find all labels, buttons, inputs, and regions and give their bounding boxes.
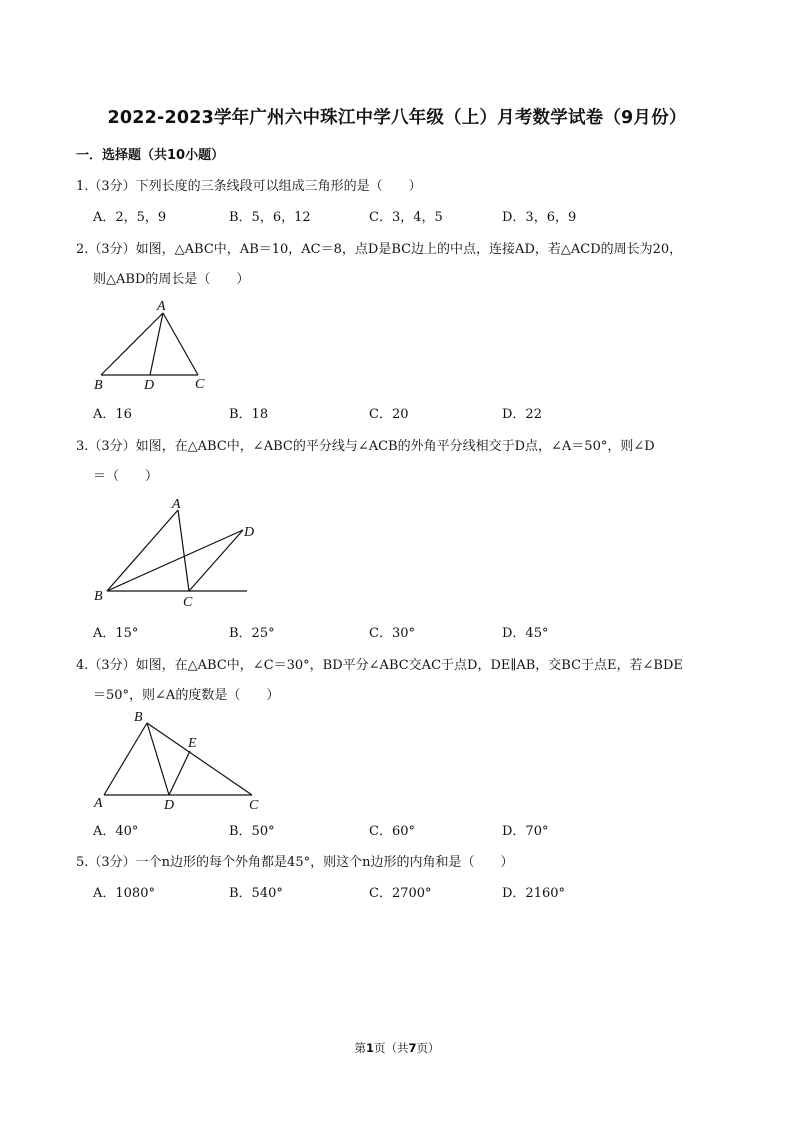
q4-label-d: D xyxy=(164,798,175,813)
q4-segment-bd xyxy=(147,723,169,795)
q3-label-b: B xyxy=(94,589,103,604)
q3-option-a: A．15° xyxy=(93,626,139,641)
page-footer xyxy=(0,1040,794,1056)
question-4-text-line1: 4.（3分）如图，在△ABC中，∠C＝30°，BD平分∠ABC交AC于点D，DE∥AB，交BC于点E，若∠BDE xyxy=(76,658,683,673)
q4-label-c: C xyxy=(249,798,259,813)
q5-option-a: A．1080° xyxy=(93,886,155,901)
q4-triangle-figure xyxy=(88,706,268,814)
q3-segment-ab xyxy=(107,510,178,591)
question-5-text: 5.（3分）一个n边形的每个外角都是45°，则这个n边形的内角和是（ ） xyxy=(76,855,514,870)
q2-segment-ac xyxy=(163,313,198,375)
q4-option-a: A．40° xyxy=(93,824,139,839)
footer-page-number: 1 xyxy=(365,1041,374,1055)
q3-triangle-figure xyxy=(88,494,268,612)
q2-option-a: A．16 xyxy=(93,407,132,422)
q3-segment-bd xyxy=(107,530,243,591)
q1-option-d: D．3，6，9 xyxy=(502,210,577,225)
q2-option-d: D．22 xyxy=(502,407,542,422)
q3-label-c: C xyxy=(183,595,193,610)
q3-segment-ac xyxy=(178,510,189,591)
q3-label-a: A xyxy=(172,497,181,512)
q4-label-b: B xyxy=(134,710,143,725)
q2-triangle-figure xyxy=(88,296,218,392)
q3-option-c: C．30° xyxy=(369,626,415,641)
q1-option-b: B．5，6，12 xyxy=(229,210,311,225)
q2-segment-ab xyxy=(101,313,163,375)
q4-option-d: D．70° xyxy=(502,824,549,839)
q2-label-b: B xyxy=(94,378,103,392)
footer-prefix: 第 xyxy=(354,1041,366,1055)
q4-option-b: B．50° xyxy=(229,824,275,839)
q4-segment-bc xyxy=(147,723,252,795)
footer-total-pages: 7 xyxy=(408,1041,417,1055)
question-2-text-line2: 则△ABD的周长是（ ） xyxy=(93,272,250,287)
q2-option-c: C．20 xyxy=(369,407,409,422)
q2-option-b: B．18 xyxy=(229,407,269,422)
exam-title: 2022-2023学年广州六中珠江中学八年级（上）月考数学试卷（9月份） xyxy=(107,108,687,128)
q5-option-b: B．540° xyxy=(229,886,283,901)
footer-suffix: 页） xyxy=(416,1041,440,1055)
question-2-text-line1: 2.（3分）如图，△ABC中，AB＝10，AC＝8，点D是BC边上的中点，连接AD，若△ACD的周长为20， xyxy=(76,242,683,257)
q3-label-d: D xyxy=(244,525,255,540)
q3-option-b: B．25° xyxy=(229,626,275,641)
q2-label-a: A xyxy=(157,299,166,314)
section-title: 一．选择题（共10小题） xyxy=(76,148,225,163)
q5-option-d: D．2160° xyxy=(502,886,566,901)
q4-segment-de xyxy=(169,751,190,795)
question-3-text-line1: 3.（3分）如图，在△ABC中，∠ABC的平分线与∠ACB的外角平分线相交于D点，∠A＝50°，则∠D xyxy=(76,439,655,454)
q4-label-e: E xyxy=(188,736,197,751)
q2-label-c: C xyxy=(195,377,205,392)
q4-segment-ab xyxy=(104,723,147,795)
q4-option-c: C．60° xyxy=(369,824,415,839)
footer-middle: 页（共 xyxy=(374,1041,409,1055)
question-3-text-line2: ＝（ ） xyxy=(93,469,159,484)
q4-label-a: A xyxy=(94,796,103,811)
q2-segment-ad xyxy=(150,313,163,375)
question-4-text-line2: ＝50°，则∠A的度数是（ ） xyxy=(93,688,280,703)
q3-option-d: D．45° xyxy=(502,626,549,641)
q3-segment-cd xyxy=(189,530,243,591)
q2-label-d: D xyxy=(144,378,155,392)
question-1-text: 1.（3分）下列长度的三条线段可以组成三角形的是（ ） xyxy=(76,179,422,194)
q1-option-a: A．2，5，9 xyxy=(93,210,167,225)
q1-option-c: C．3，4，5 xyxy=(369,210,443,225)
q5-option-c: C．2700° xyxy=(369,886,432,901)
